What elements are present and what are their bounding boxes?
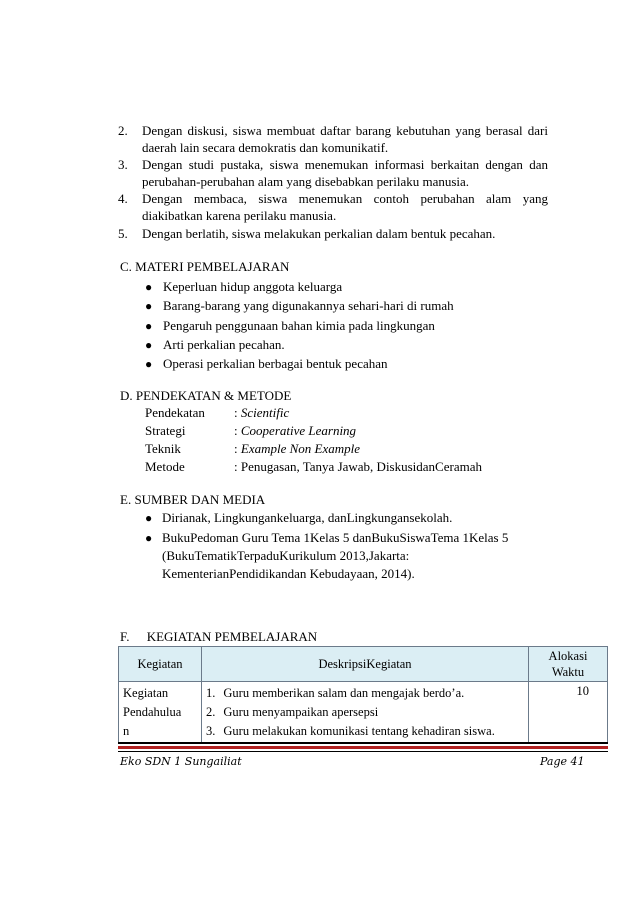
section-heading-sumber: E. SUMBER DAN MEDIA <box>120 492 266 507</box>
method-value: Example Non Example <box>240 441 361 456</box>
method-colon: : <box>234 459 241 474</box>
list-item-text: BukuPedoman Guru Tema 1Kelas 5 danBukuSiswaTema 1Kelas 5 (BukuTematikTerpaduKurikulum 2013,Jakarta: KementerianPendidikandan Kebudayaan, 2014). <box>162 530 509 581</box>
column-header-deskripsi: DeskripsiKegiatan <box>202 647 529 682</box>
objective-item <box>118 122 548 156</box>
alokasi-line-2: Waktu <box>551 665 585 679</box>
footer-page: Page 41 <box>540 755 585 768</box>
section-heading-kegiatan <box>120 629 317 645</box>
objective-number: 5. <box>118 226 128 241</box>
objective-number: 4. <box>118 191 128 206</box>
objective-text: Dengan diskusi, siswa membuat daftar barang kebutuhan yang berasal dari daerah lain secara demokratis dan komunikatif. <box>142 123 548 155</box>
bullet-icon: ● <box>145 531 153 545</box>
method-label: Metode <box>145 459 185 474</box>
alokasi-line-1: Alokasi <box>548 649 588 663</box>
step-text: Guru menyampaikan apersepsi <box>223 705 379 719</box>
column-header-alokasi <box>529 647 608 682</box>
step-row <box>206 703 524 722</box>
objective-item <box>118 190 548 224</box>
step-text: Guru memberikan salam dan mengajak berdo’a. <box>223 686 465 700</box>
kegiatan-cell-line: Pendahulua <box>123 705 182 719</box>
section-letter: F. <box>120 629 130 644</box>
bullet-icon: ● <box>145 338 153 352</box>
kegiatan-cell-line: Kegiatan <box>123 686 169 700</box>
method-colon: : <box>234 441 241 456</box>
list-item-text: Arti perkalian pecahan. <box>163 337 285 352</box>
method-label: Pendekatan <box>145 405 205 420</box>
list-item-text: Operasi perkalian berbagai bentuk pecahan <box>163 356 388 371</box>
list-item-text: Dirianak, Lingkungankeluarga, danLingkungansekolah. <box>162 510 453 525</box>
method-label: Teknik <box>145 441 181 456</box>
objective-item <box>118 156 548 190</box>
objective-text: Dengan berlatih, siswa melakukan perkalian dalam bentuk pecahan. <box>142 226 496 241</box>
objective-number: 3. <box>118 157 128 172</box>
step-number: 1. <box>206 686 216 700</box>
section-title: KEGIATAN PEMBELAJARAN <box>146 629 318 644</box>
method-label: Strategi <box>145 423 186 438</box>
bullet-icon: ● <box>145 511 153 525</box>
step-text: Guru melakukan komunikasi tentang kehadiran siswa. <box>223 724 495 738</box>
method-value: Scientific <box>240 405 290 420</box>
table-row <box>119 682 608 744</box>
section-heading-materi: C. MATERI PEMBELAJARAN <box>120 259 290 274</box>
section-heading-pendekatan: D. PENDEKATAN & METODE <box>120 388 292 403</box>
objective-number: 2. <box>118 123 128 138</box>
bullet-icon: ● <box>145 299 153 313</box>
step-number: 2. <box>206 705 216 719</box>
bullet-icon: ● <box>145 357 153 371</box>
deskripsi-cell <box>202 682 529 744</box>
list-item-text: Pengaruh penggunaan bahan kimia pada lingkungan <box>163 318 435 333</box>
footer-divider <box>118 742 608 752</box>
objective-text: Dengan studi pustaka, siswa menemukan informasi berkaitan dengan dan perubahan-perubahan alam yang disebabkan perilaku manusia. <box>142 157 548 189</box>
bullet-icon: ● <box>145 319 153 333</box>
method-value: Cooperative Learning <box>240 423 357 438</box>
step-number: 3. <box>206 724 216 738</box>
list-item-text: Barang-barang yang digunakannya sehari-hari di rumah <box>163 298 454 313</box>
bullet-icon: ● <box>145 280 153 294</box>
alokasi-cell: 10 <box>529 682 608 744</box>
list-item-text: Keperluan hidup anggota keluarga <box>163 279 343 294</box>
objective-item <box>118 225 548 242</box>
column-header-kegiatan: Kegiatan <box>119 647 202 682</box>
method-value: Penugasan, Tanya Jawab, DiskusidanCeramah <box>240 459 482 474</box>
method-colon: : <box>234 423 241 438</box>
kegiatan-table <box>118 646 608 744</box>
step-row <box>206 722 524 741</box>
kegiatan-cell <box>119 682 202 744</box>
method-colon: : <box>234 405 241 420</box>
step-row <box>206 684 524 703</box>
objective-text: Dengan membaca, siswa menemukan contoh perubahan alam yang diakibatkan karena perilaku manusia. <box>142 191 548 223</box>
footer-left: Eko SDN 1 Sungailiat <box>120 755 242 768</box>
kegiatan-cell-line: n <box>123 724 130 738</box>
